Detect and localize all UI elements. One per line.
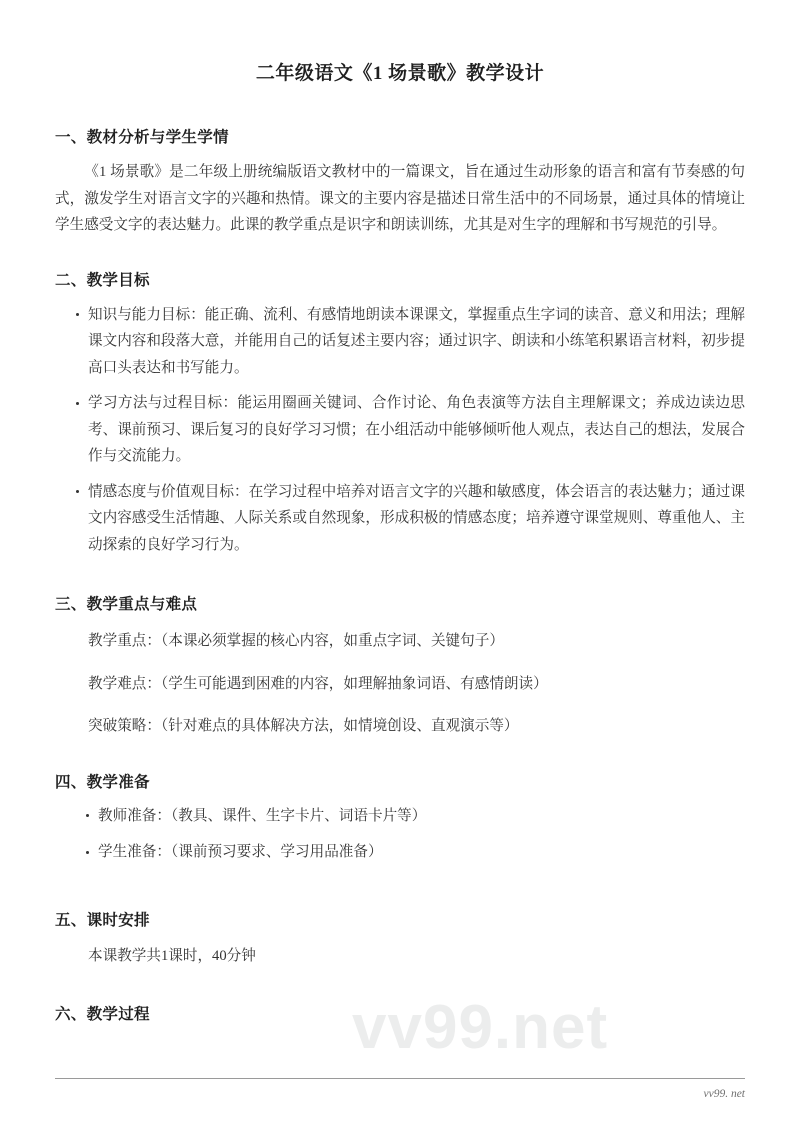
teaching-difficulty-line: 教学难点：（学生可能遇到困难的内容，如理解抽象词语、有感情朗读） <box>88 675 548 692</box>
section-4-list <box>55 792 745 866</box>
document-title: 二年级语文《1 场景歌》教学设计 <box>255 63 545 84</box>
breakthrough-strategy-line: 突破策略：（针对难点的具体解决方法，如情境创设、直观演示等） <box>88 718 519 734</box>
list-item: 学生准备：（课前预习要求、学习用品准备） <box>55 839 745 866</box>
list-item: 教师准备：（教具、课件、生字卡片、词语卡片等） <box>55 803 745 830</box>
section-heading-3: 三、教学重点与难点 <box>55 596 198 613</box>
section-heading-5: 五、课时安排 <box>55 911 150 929</box>
section-heading-2: 二、教学目标 <box>55 271 150 289</box>
footer-site-label: vv99. net <box>703 1088 745 1100</box>
section-heading-6: 六、教学过程 <box>55 1006 150 1023</box>
section-heading-1: 一、教材分析与学生学情 <box>55 129 229 146</box>
section-2-list <box>55 290 745 559</box>
list-item: 学习方法与过程目标：能运用圈画关键词、合作讨论、角色表演等方法自主理解课文；养成边读边思考、课前预习、课后复习的良好学习习惯；在小组活动中能够倾听他人观点，表达自己的想法，发展合作与交流能力。 <box>55 390 745 470</box>
section-3-lines <box>55 614 745 740</box>
watermark: vv99.net <box>352 993 609 1062</box>
section-heading-4: 四、教学准备 <box>55 773 150 791</box>
section-5-lines <box>55 930 745 970</box>
page-footer <box>55 1078 745 1100</box>
list-item: 知识与能力目标：能正确、流利、有感情地朗读本课课文，掌握重点生字词的读音、意义和用法；理解课文内容和段落大意，并能用自己的话复述主要内容；通过识字、朗读和小练笔积累语言材料，初步提高口头表达和书写能力。 <box>55 302 745 382</box>
class-hours-line: 本课教学共1课时，40分钟 <box>88 947 256 964</box>
teaching-focus-line: 教学重点：（本课必须掌握的核心内容，如重点字词、关键句子） <box>88 633 504 649</box>
list-item: 情感态度与价值观目标：在学习过程中培养对语言文字的兴趣和敏感度，体会语言的表达魅力；通过课文内容感受生活情趣、人际关系或自然现象，形成积极的情感态度；培养遵守课堂规则、尊重他人、主动探索的良好学习行为。 <box>55 479 745 559</box>
section-1-paragraph: 《1 场景歌》是二年级上册统编版语文教材中的一篇课文，旨在通过生动形象的语言和富有节奏感的句式，激发学生对语言文字的兴趣和热情。课文的主要内容是描述日常生活中的不同场景，通过具体的情境让学生感受文字的表达魅力。此课的教学重点是识字和朗读训练，尤其是对生字的理解和书写规范的引导。 <box>55 164 745 233</box>
